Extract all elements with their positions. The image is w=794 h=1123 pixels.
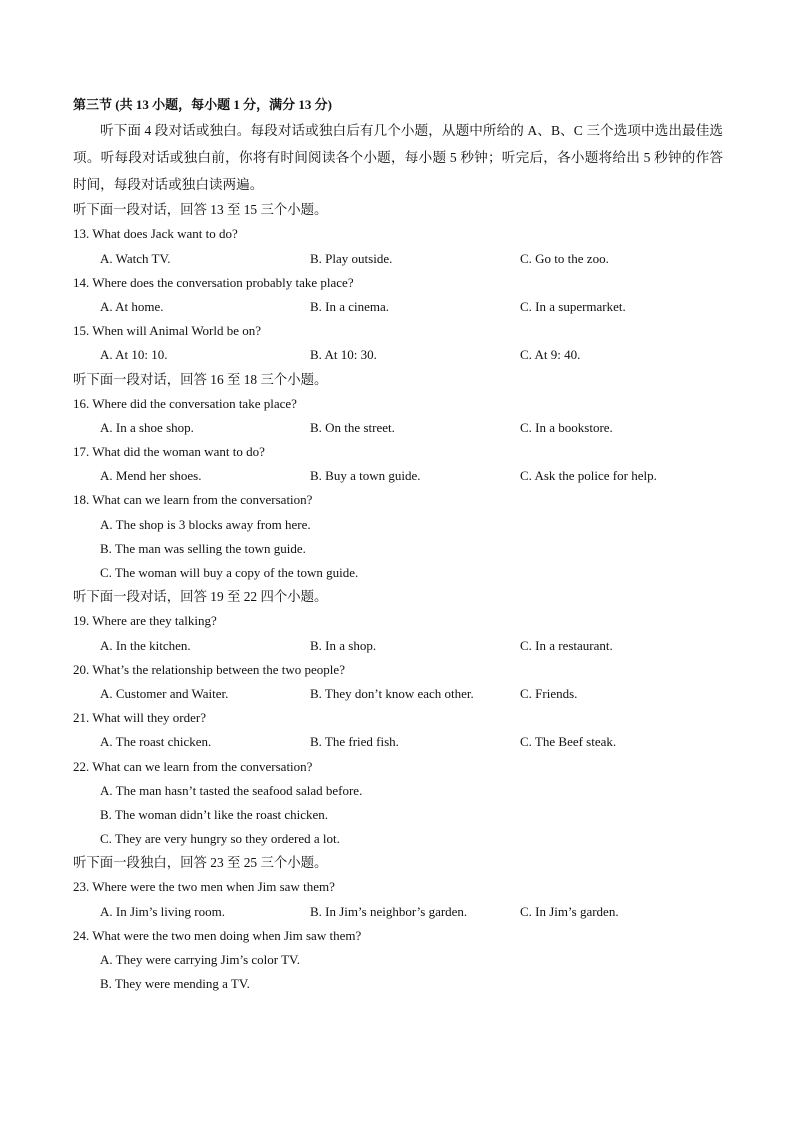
question-17 — [73, 440, 723, 488]
option-a[interactable]: A. In a shoe shop. — [100, 419, 194, 435]
option-b[interactable]: B. In a cinema. — [310, 298, 390, 314]
option-list — [73, 513, 723, 586]
question-23 — [73, 875, 723, 923]
option-b[interactable]: B. The fried fish. — [310, 734, 399, 750]
option-c[interactable]: C. Go to the zoo. — [520, 250, 609, 266]
option-list — [73, 779, 723, 852]
option-c[interactable]: C. The Beef steak. — [520, 734, 617, 750]
section-instructions: 听下面 4 段对话或独白。每段对话或独白后有几个小题，从题中所给的 A、B、C 三个选项中选出最佳选项。听每段对话或独白前，你将有时间阅读各个小题，每小题 5 秒钟；听完后，各小题将给出 5 秒钟的作答时间，每段对话或独白读两遍。 — [73, 123, 723, 193]
option-row — [73, 900, 723, 924]
option-c[interactable]: C. In a restaurant. — [520, 637, 613, 653]
listening-group — [73, 585, 723, 851]
question-stem: 22. What can we learn from the conversation? — [73, 758, 313, 774]
option-a[interactable]: A. The man hasn’t tasted the seafood salad before. — [100, 782, 363, 798]
question-21 — [73, 706, 723, 754]
listening-group — [73, 851, 723, 996]
option-row — [73, 295, 723, 319]
option-row — [73, 682, 723, 706]
option-a[interactable]: A. Watch TV. — [100, 250, 171, 266]
option-row — [73, 247, 723, 271]
option-row — [73, 464, 723, 488]
question-14 — [73, 271, 723, 319]
question-20 — [73, 658, 723, 706]
option-b[interactable]: B. Play outside. — [310, 250, 393, 266]
section-heading: 第三节 (共 13 小题，每小题 1 分，满分 13 分) — [73, 97, 332, 112]
option-b[interactable]: B. The woman didn’t like the roast chicken. — [100, 806, 329, 822]
group-instruction: 听下面一段独白，回答 23 至 25 三个小题。 — [73, 855, 328, 871]
option-b[interactable]: B. They were mending a TV. — [100, 976, 250, 992]
group-instruction: 听下面一段对话，回答 19 至 22 四个小题。 — [73, 589, 328, 605]
option-b[interactable]: B. On the street. — [310, 419, 395, 435]
option-b[interactable]: B. They don’t know each other. — [310, 685, 474, 701]
option-a[interactable]: A. Customer and Waiter. — [100, 685, 229, 701]
group-instruction: 听下面一段对话，回答 16 至 18 三个小题。 — [73, 371, 328, 387]
option-c[interactable]: C. At 9: 40. — [520, 347, 581, 363]
question-stem: 13. What does Jack want to do? — [73, 226, 238, 242]
option-c[interactable]: C. In a supermarket. — [520, 298, 626, 314]
question-stem: 19. Where are they talking? — [73, 613, 217, 629]
option-row — [73, 416, 723, 440]
question-stem: 16. Where did the conversation take place? — [73, 395, 297, 411]
option-a[interactable]: A. At home. — [100, 298, 164, 314]
question-stem: 20. What’s the relationship between the two people? — [73, 661, 345, 677]
option-c[interactable]: C. Ask the police for help. — [520, 468, 657, 484]
question-stem: 17. What did the woman want to do? — [73, 444, 265, 460]
option-b[interactable]: B. At 10: 30. — [310, 347, 377, 363]
option-a[interactable]: A. In the kitchen. — [100, 637, 191, 653]
question-stem: 15. When will Animal World be on? — [73, 323, 262, 339]
option-a[interactable]: A. Mend her shoes. — [100, 468, 202, 484]
option-a[interactable]: A. The shop is 3 blocks away from here. — [100, 516, 311, 532]
question-stem: 18. What can we learn from the conversation? — [73, 492, 313, 508]
question-13 — [73, 222, 723, 270]
question-22 — [73, 755, 723, 852]
question-stem: 14. Where does the conversation probably take place? — [73, 274, 354, 290]
option-a[interactable]: A. They were carrying Jim’s color TV. — [100, 952, 301, 967]
listening-group — [73, 368, 723, 586]
question-stem: 23. Where were the two men when Jim saw them? — [73, 879, 335, 895]
option-c[interactable]: C. The woman will buy a copy of the town guide. — [100, 565, 359, 580]
option-row — [73, 343, 723, 367]
option-b[interactable]: B. Buy a town guide. — [310, 468, 421, 484]
question-24 — [73, 924, 723, 997]
option-row — [73, 730, 723, 754]
option-b[interactable]: B. In Jim’s neighbor’s garden. — [310, 903, 468, 919]
question-16 — [73, 392, 723, 440]
option-c[interactable]: C. Friends. — [520, 685, 578, 701]
listening-group — [73, 198, 723, 367]
question-stem: 24. What were the two men doing when Jim saw them? — [73, 927, 362, 943]
option-a[interactable]: A. At 10: 10. — [100, 347, 168, 363]
option-c[interactable]: C. In Jim’s garden. — [520, 903, 619, 919]
question-18 — [73, 488, 723, 585]
option-a[interactable]: A. In Jim’s living room. — [100, 903, 225, 919]
option-list — [73, 948, 723, 996]
option-c[interactable]: C. In a bookstore. — [520, 419, 613, 435]
exam-page — [73, 93, 723, 996]
option-c[interactable]: C. They are very hungry so they ordered a lot. — [100, 831, 340, 847]
group-instruction: 听下面一段对话，回答 13 至 15 三个小题。 — [73, 202, 328, 218]
option-a[interactable]: A. The roast chicken. — [100, 734, 212, 750]
question-19 — [73, 609, 723, 657]
option-b[interactable]: B. In a shop. — [310, 637, 377, 653]
question-stem: 21. What will they order? — [73, 710, 206, 726]
option-b[interactable]: B. The man was selling the town guide. — [100, 540, 306, 556]
option-row — [73, 634, 723, 658]
question-15 — [73, 319, 723, 367]
